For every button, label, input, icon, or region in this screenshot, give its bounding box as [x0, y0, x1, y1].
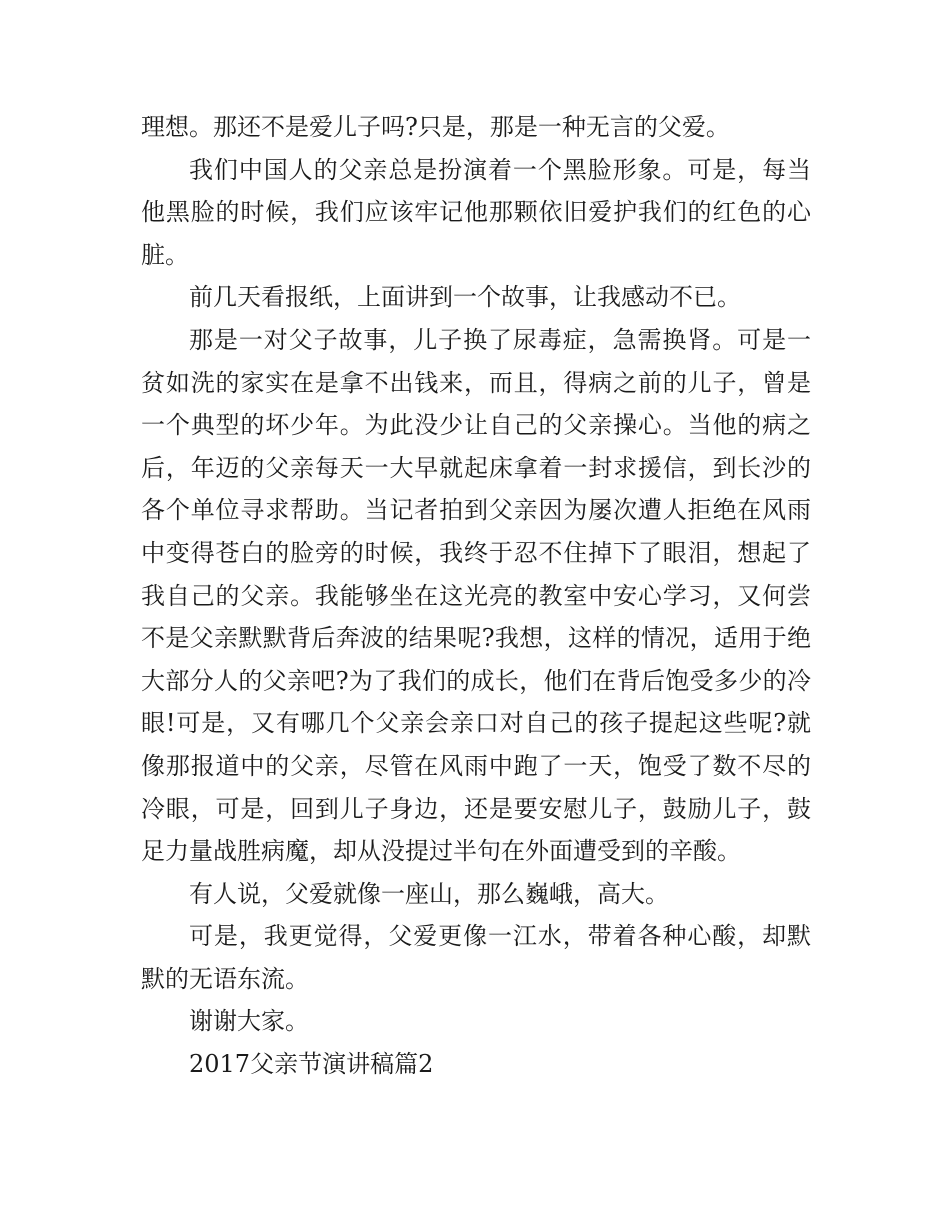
paragraph-2: 我们中国人的父亲总是扮演着一个黑脸形象。可是，每当他黑脸的时候，我们应该牢记他那颗依旧爱护我们的红色的心脏。: [141, 155, 811, 269]
paragraph-7: 谢谢大家。: [189, 1007, 309, 1036]
section-heading: 2017父亲节演讲稿篇2: [189, 1050, 434, 1079]
paragraph-3: 前几天看报纸，上面讲到一个故事，让我感动不已。: [189, 283, 741, 312]
paragraph-1: 理想。那还不是爱儿子吗?只是，那是一种无言的父爱。: [141, 113, 730, 141]
paragraph-5: 有人说，父爱就像一座山，那么巍峨，高大。: [189, 879, 669, 908]
document-body: [141, 106, 811, 1086]
paragraph-4: 那是一对父子故事，儿子换了尿毒症，急需换肾。可是一贫如洗的家实在是拿不出钱来，而且，得病之前的儿子，曾是一个典型的坏少年。为此没少让自己的父亲操心。当他的病之后，年迈的父亲每天一大早就起床拿着一封求援信，到长沙的各个单位寻求帮助。当记者拍到父亲因为屡次遭人拒绝在风雨中变得苍白的脸旁的时候，我终于忍不住掉下了眼泪，想起了我自己的父亲。我能够坐在这光亮的教室中安心学习，又何尝不是父亲默默背后奔波的结果呢?我想，这样的情况，适用于绝大部分人的父亲吧?为了我们的成长，他们在背后饱受多少的冷眼!可是，又有哪几个父亲会亲口对自己的孩子提起这些呢?就像那报道中的父亲，尽管在风雨中跑了一天，饱受了数不尽的冷眼，可是，回到儿子身边，还是要安慰儿子，鼓励儿子，鼓足力量战胜病魔，却从没提过半句在外面遭受到的辛酸。: [141, 325, 811, 866]
paragraph-6: 可是，我更觉得，父爱更像一江水，带着各种心酸，却默默的无语东流。: [141, 922, 811, 993]
